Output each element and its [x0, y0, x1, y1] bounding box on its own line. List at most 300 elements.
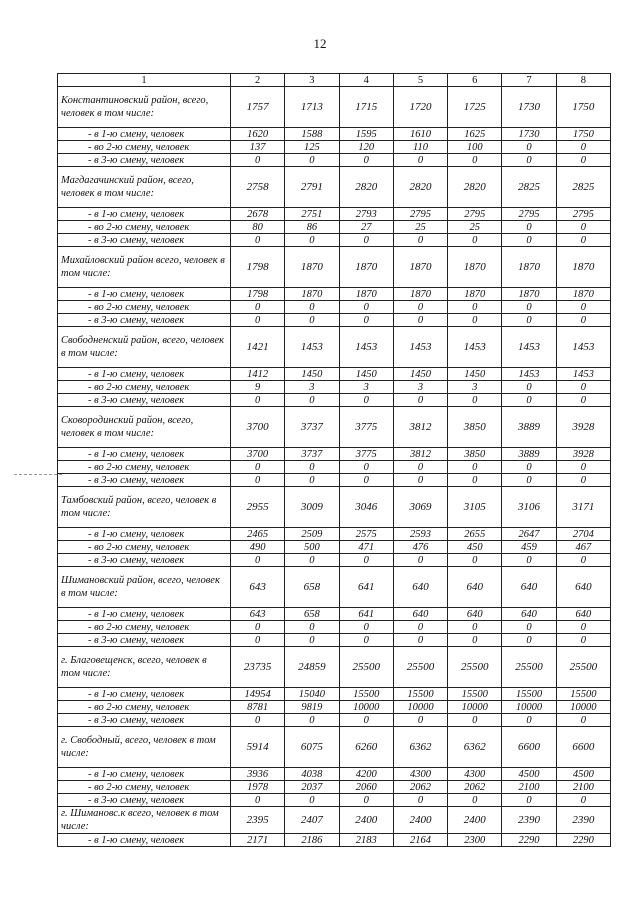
shift-cell: 10000 [448, 701, 502, 714]
shift-cell: 110 [393, 141, 447, 154]
shift-cell: 1870 [502, 288, 556, 301]
shift-row [58, 221, 611, 234]
shift-cell: 3889 [502, 448, 556, 461]
shift-cell: 0 [231, 301, 285, 314]
total-cell: 2955 [231, 487, 285, 528]
shift-cell: 25 [448, 221, 502, 234]
shift-cell: 2060 [339, 781, 393, 794]
shift-label: - в 1-ю смену, человек [58, 288, 231, 301]
shift-cell: 0 [285, 554, 339, 567]
shift-cell: 2509 [285, 528, 339, 541]
shift-cell: 86 [285, 221, 339, 234]
shift-cell: 0 [393, 474, 447, 487]
shift-cell: 0 [556, 714, 610, 727]
total-cell: 640 [556, 567, 610, 608]
total-cell: 640 [502, 567, 556, 608]
total-cell: 3046 [339, 487, 393, 528]
total-cell: 1798 [231, 247, 285, 288]
shift-cell: 0 [339, 794, 393, 807]
shift-cell: 0 [502, 714, 556, 727]
shift-cell: 2100 [502, 781, 556, 794]
shift-label: - в 1-ю смену, человек [58, 208, 231, 221]
shift-cell: 3928 [556, 448, 610, 461]
column-header: 5 [393, 74, 447, 87]
shift-cell: 10000 [502, 701, 556, 714]
shift-label: - во 2-ю смену, человек [58, 781, 231, 794]
shift-label: - во 2-ю смену, человек [58, 221, 231, 234]
total-cell: 6075 [285, 727, 339, 768]
total-cell: 640 [393, 567, 447, 608]
shift-cell: 4500 [556, 768, 610, 781]
shift-row [58, 554, 611, 567]
scan-mark [14, 474, 62, 476]
shift-cell: 2183 [339, 834, 393, 847]
shift-cell: 0 [556, 234, 610, 247]
column-header: 1 [58, 74, 231, 87]
column-header: 2 [231, 74, 285, 87]
shift-cell: 0 [231, 794, 285, 807]
total-cell: 2820 [393, 167, 447, 208]
shift-cell: 3700 [231, 448, 285, 461]
shift-cell: 640 [393, 608, 447, 621]
shift-cell: 0 [448, 634, 502, 647]
total-cell: 2758 [231, 167, 285, 208]
shift-cell: 0 [502, 301, 556, 314]
shift-cell: 0 [448, 154, 502, 167]
shift-cell: 3 [393, 381, 447, 394]
shift-cell: 2655 [448, 528, 502, 541]
shift-cell: 0 [339, 154, 393, 167]
shift-label: - в 1-ю смену, человек [58, 688, 231, 701]
shift-cell: 0 [393, 394, 447, 407]
shift-label: - в 3-ю смену, человек [58, 154, 231, 167]
shift-cell: 8781 [231, 701, 285, 714]
total-cell: 1870 [285, 247, 339, 288]
shift-row [58, 141, 611, 154]
shift-row [58, 381, 611, 394]
total-cell: 658 [285, 567, 339, 608]
shift-cell: 15500 [393, 688, 447, 701]
shift-cell: 2186 [285, 834, 339, 847]
shift-cell: 120 [339, 141, 393, 154]
shift-cell: 0 [502, 634, 556, 647]
shift-cell: 1870 [339, 288, 393, 301]
total-cell: 1870 [556, 247, 610, 288]
shift-cell: 4038 [285, 768, 339, 781]
shift-row [58, 461, 611, 474]
total-cell: 1715 [339, 87, 393, 128]
shift-cell: 9 [231, 381, 285, 394]
group-title: Константиновский район, всего, человек в том числе: [58, 87, 231, 128]
shift-cell: 2593 [393, 528, 447, 541]
shift-label: - в 1-ю смену, человек [58, 128, 231, 141]
column-header: 3 [285, 74, 339, 87]
shift-cell: 1870 [448, 288, 502, 301]
shift-cell: 0 [502, 221, 556, 234]
shift-row [58, 394, 611, 407]
shift-cell: 2290 [556, 834, 610, 847]
shift-cell: 0 [339, 554, 393, 567]
shift-cell: 0 [448, 714, 502, 727]
shift-cell: 3812 [393, 448, 447, 461]
table-body [58, 87, 611, 847]
shift-row [58, 794, 611, 807]
shift-cell: 0 [556, 554, 610, 567]
total-cell: 25500 [556, 647, 610, 688]
shift-cell: 4300 [393, 768, 447, 781]
shift-cell: 0 [556, 794, 610, 807]
total-cell: 2400 [448, 807, 502, 834]
shift-cell: 4200 [339, 768, 393, 781]
total-cell: 3105 [448, 487, 502, 528]
shift-label: - во 2-ю смену, человек [58, 381, 231, 394]
shift-cell: 4300 [448, 768, 502, 781]
group-title: г. Свободный, всего, человек в том числе: [58, 727, 231, 768]
shift-cell: 0 [502, 234, 556, 247]
shift-row [58, 701, 611, 714]
shift-cell: 467 [556, 541, 610, 554]
total-cell: 1725 [448, 87, 502, 128]
shift-cell: 1625 [448, 128, 502, 141]
shift-cell: 125 [285, 141, 339, 154]
shift-cell: 0 [502, 394, 556, 407]
shift-cell: 2751 [285, 208, 339, 221]
total-cell: 3812 [393, 407, 447, 448]
shift-cell: 3936 [231, 768, 285, 781]
group-title: Михайловский район всего, человек в том числе: [58, 247, 231, 288]
shift-cell: 0 [556, 314, 610, 327]
total-cell: 1870 [502, 247, 556, 288]
shift-cell: 10000 [339, 701, 393, 714]
total-cell: 24859 [285, 647, 339, 688]
shift-cell: 15500 [339, 688, 393, 701]
total-cell: 2825 [556, 167, 610, 208]
shift-cell: 0 [339, 621, 393, 634]
shift-cell: 0 [448, 474, 502, 487]
shift-cell: 27 [339, 221, 393, 234]
total-cell: 2407 [285, 807, 339, 834]
shift-cell: 0 [231, 634, 285, 647]
shift-cell: 0 [231, 461, 285, 474]
group-total-row [58, 727, 611, 768]
group-title: Магдагачинский район, всего, человек в том числе: [58, 167, 231, 208]
shift-cell: 2062 [448, 781, 502, 794]
total-cell: 1453 [448, 327, 502, 368]
shift-cell: 1412 [231, 368, 285, 381]
group-title: г. Шимановс.к всего, человек в том числе: [58, 807, 231, 834]
shift-cell: 15500 [502, 688, 556, 701]
shift-cell: 2300 [448, 834, 502, 847]
total-cell: 1453 [393, 327, 447, 368]
shift-cell: 2678 [231, 208, 285, 221]
total-cell: 1453 [502, 327, 556, 368]
shift-cell: 1595 [339, 128, 393, 141]
shift-cell: 0 [393, 301, 447, 314]
shift-cell: 100 [448, 141, 502, 154]
shift-cell: 1620 [231, 128, 285, 141]
shift-cell: 0 [231, 554, 285, 567]
shift-cell: 0 [502, 461, 556, 474]
shift-row [58, 288, 611, 301]
shift-row [58, 541, 611, 554]
group-total-row [58, 327, 611, 368]
total-cell: 1453 [285, 327, 339, 368]
shift-cell: 2795 [556, 208, 610, 221]
shift-cell: 2290 [502, 834, 556, 847]
shift-cell: 0 [285, 794, 339, 807]
shift-cell: 0 [339, 301, 393, 314]
shift-row [58, 208, 611, 221]
total-cell: 1870 [339, 247, 393, 288]
shift-cell: 0 [285, 714, 339, 727]
shift-row [58, 634, 611, 647]
shift-cell: 2100 [556, 781, 610, 794]
total-cell: 2400 [393, 807, 447, 834]
shift-cell: 476 [393, 541, 447, 554]
shift-cell: 0 [231, 714, 285, 727]
total-cell: 2390 [556, 807, 610, 834]
page-number: 12 [313, 36, 327, 51]
group-total-row [58, 487, 611, 528]
total-cell: 1870 [448, 247, 502, 288]
total-cell: 1870 [393, 247, 447, 288]
group-total-row [58, 407, 611, 448]
total-cell: 25500 [448, 647, 502, 688]
shift-cell: 0 [285, 394, 339, 407]
total-cell: 641 [339, 567, 393, 608]
shift-cell: 0 [393, 234, 447, 247]
total-cell: 3171 [556, 487, 610, 528]
total-cell: 2390 [502, 807, 556, 834]
shift-cell: 1798 [231, 288, 285, 301]
column-header: 7 [502, 74, 556, 87]
shift-cell: 0 [393, 714, 447, 727]
total-cell: 1730 [502, 87, 556, 128]
shift-cell: 2795 [448, 208, 502, 221]
shift-cell: 0 [556, 221, 610, 234]
shift-cell: 0 [448, 621, 502, 634]
shift-cell: 2062 [393, 781, 447, 794]
shift-cell: 0 [231, 154, 285, 167]
total-cell: 6600 [502, 727, 556, 768]
shift-label: - во 2-ю смену, человек [58, 141, 231, 154]
shift-cell: 0 [502, 154, 556, 167]
group-title: Сковородинский район, всего, человек в том числе: [58, 407, 231, 448]
shift-row [58, 368, 611, 381]
shift-label: - в 3-ю смену, человек [58, 714, 231, 727]
total-cell: 3737 [285, 407, 339, 448]
shift-cell: 0 [285, 301, 339, 314]
shift-cell: 0 [393, 621, 447, 634]
column-header: 8 [556, 74, 610, 87]
shift-cell: 1870 [556, 288, 610, 301]
shift-cell: 9819 [285, 701, 339, 714]
column-header: 6 [448, 74, 502, 87]
shift-cell: 490 [231, 541, 285, 554]
shift-cell: 1450 [393, 368, 447, 381]
shift-cell: 0 [502, 141, 556, 154]
shift-cell: 3 [285, 381, 339, 394]
shift-cell: 641 [339, 608, 393, 621]
shift-row [58, 448, 611, 461]
shift-cell: 1750 [556, 128, 610, 141]
shift-cell: 1453 [556, 368, 610, 381]
shift-cell: 0 [502, 621, 556, 634]
total-cell: 3889 [502, 407, 556, 448]
shift-cell: 0 [393, 461, 447, 474]
shift-cell: 0 [502, 474, 556, 487]
shift-cell: 0 [285, 234, 339, 247]
total-cell: 2400 [339, 807, 393, 834]
shift-cell: 0 [285, 474, 339, 487]
shift-cell: 0 [285, 314, 339, 327]
shift-cell: 2704 [556, 528, 610, 541]
group-total-row [58, 807, 611, 834]
total-cell: 6260 [339, 727, 393, 768]
shift-cell: 137 [231, 141, 285, 154]
shift-cell: 0 [502, 314, 556, 327]
shift-cell: 1730 [502, 128, 556, 141]
shift-cell: 3850 [448, 448, 502, 461]
shift-label: - в 3-ю смену, человек [58, 634, 231, 647]
total-cell: 2791 [285, 167, 339, 208]
shift-row [58, 301, 611, 314]
shift-cell: 1870 [285, 288, 339, 301]
shift-cell: 0 [448, 394, 502, 407]
group-title: Свободненский район, всего, человек в том числе: [58, 327, 231, 368]
shift-label: - в 1-ю смену, человек [58, 608, 231, 621]
total-cell: 1713 [285, 87, 339, 128]
total-cell: 1453 [556, 327, 610, 368]
group-total-row [58, 87, 611, 128]
shift-cell: 0 [556, 621, 610, 634]
shift-cell: 0 [556, 381, 610, 394]
shift-cell: 4500 [502, 768, 556, 781]
total-cell: 3928 [556, 407, 610, 448]
shift-label: - в 1-ю смену, человек [58, 528, 231, 541]
shift-cell: 0 [556, 474, 610, 487]
total-cell: 1757 [231, 87, 285, 128]
shift-row [58, 154, 611, 167]
total-cell: 5914 [231, 727, 285, 768]
column-header: 4 [339, 74, 393, 87]
total-cell: 3106 [502, 487, 556, 528]
total-cell: 6362 [448, 727, 502, 768]
shift-row [58, 314, 611, 327]
shift-cell: 2037 [285, 781, 339, 794]
shift-cell: 1450 [285, 368, 339, 381]
shift-cell: 3 [339, 381, 393, 394]
shift-cell: 0 [285, 634, 339, 647]
shift-cell: 14954 [231, 688, 285, 701]
shift-cell: 0 [556, 634, 610, 647]
shift-cell: 0 [393, 794, 447, 807]
shift-cell: 0 [502, 381, 556, 394]
shift-cell: 1453 [502, 368, 556, 381]
total-cell: 6600 [556, 727, 610, 768]
group-title: Шимановский район, всего, человек в том числе: [58, 567, 231, 608]
total-cell: 1720 [393, 87, 447, 128]
shift-cell: 2575 [339, 528, 393, 541]
shift-cell: 10000 [556, 701, 610, 714]
shift-cell: 0 [502, 554, 556, 567]
shift-cell: 0 [556, 154, 610, 167]
shift-label: - во 2-ю смену, человек [58, 301, 231, 314]
shift-label: - в 3-ю смену, человек [58, 794, 231, 807]
shift-label: - в 1-ю смену, человек [58, 368, 231, 381]
shift-cell: 0 [556, 141, 610, 154]
header-row [58, 74, 611, 87]
shift-cell: 450 [448, 541, 502, 554]
shift-cell: 3737 [285, 448, 339, 461]
shift-label: - в 3-ю смену, человек [58, 554, 231, 567]
shift-cell: 15040 [285, 688, 339, 701]
shift-label: - в 1-ю смену, человек [58, 448, 231, 461]
shift-cell: 471 [339, 541, 393, 554]
shift-cell: 0 [231, 314, 285, 327]
total-cell: 25500 [339, 647, 393, 688]
shift-cell: 1588 [285, 128, 339, 141]
shift-label: - в 3-ю смену, человек [58, 234, 231, 247]
shift-cell: 640 [556, 608, 610, 621]
shift-cell: 3775 [339, 448, 393, 461]
shift-cell: 0 [502, 794, 556, 807]
total-cell: 23735 [231, 647, 285, 688]
shift-cell: 0 [339, 234, 393, 247]
shift-cell: 0 [231, 474, 285, 487]
total-cell: 2825 [502, 167, 556, 208]
group-total-row [58, 247, 611, 288]
shift-cell: 0 [339, 634, 393, 647]
group-total-row [58, 567, 611, 608]
shift-row [58, 714, 611, 727]
shift-label: - в 3-ю смену, человек [58, 314, 231, 327]
shift-cell: 80 [231, 221, 285, 234]
shift-cell: 1450 [339, 368, 393, 381]
shift-cell: 643 [231, 608, 285, 621]
total-cell: 25500 [502, 647, 556, 688]
shift-cell: 640 [502, 608, 556, 621]
shift-cell: 1610 [393, 128, 447, 141]
shift-cell: 0 [393, 554, 447, 567]
shift-row [58, 474, 611, 487]
shift-cell: 0 [339, 394, 393, 407]
shift-cell: 0 [339, 461, 393, 474]
shift-label: - во 2-ю смену, человек [58, 701, 231, 714]
total-cell: 1453 [339, 327, 393, 368]
enrollment-table [57, 73, 611, 847]
shift-cell: 500 [285, 541, 339, 554]
group-title: г. Благовещенск, всего, человек в том числе: [58, 647, 231, 688]
shift-cell: 2171 [231, 834, 285, 847]
shift-cell: 2795 [502, 208, 556, 221]
shift-cell: 0 [556, 461, 610, 474]
shift-cell: 2647 [502, 528, 556, 541]
shift-cell: 1978 [231, 781, 285, 794]
group-total-row [58, 167, 611, 208]
shift-row [58, 528, 611, 541]
shift-cell: 0 [556, 301, 610, 314]
shift-row [58, 768, 611, 781]
shift-cell: 0 [448, 234, 502, 247]
shift-row [58, 128, 611, 141]
shift-cell: 15500 [556, 688, 610, 701]
shift-cell: 0 [393, 154, 447, 167]
shift-cell: 2164 [393, 834, 447, 847]
shift-cell: 0 [556, 394, 610, 407]
shift-row [58, 608, 611, 621]
shift-label: - во 2-ю смену, человек [58, 621, 231, 634]
